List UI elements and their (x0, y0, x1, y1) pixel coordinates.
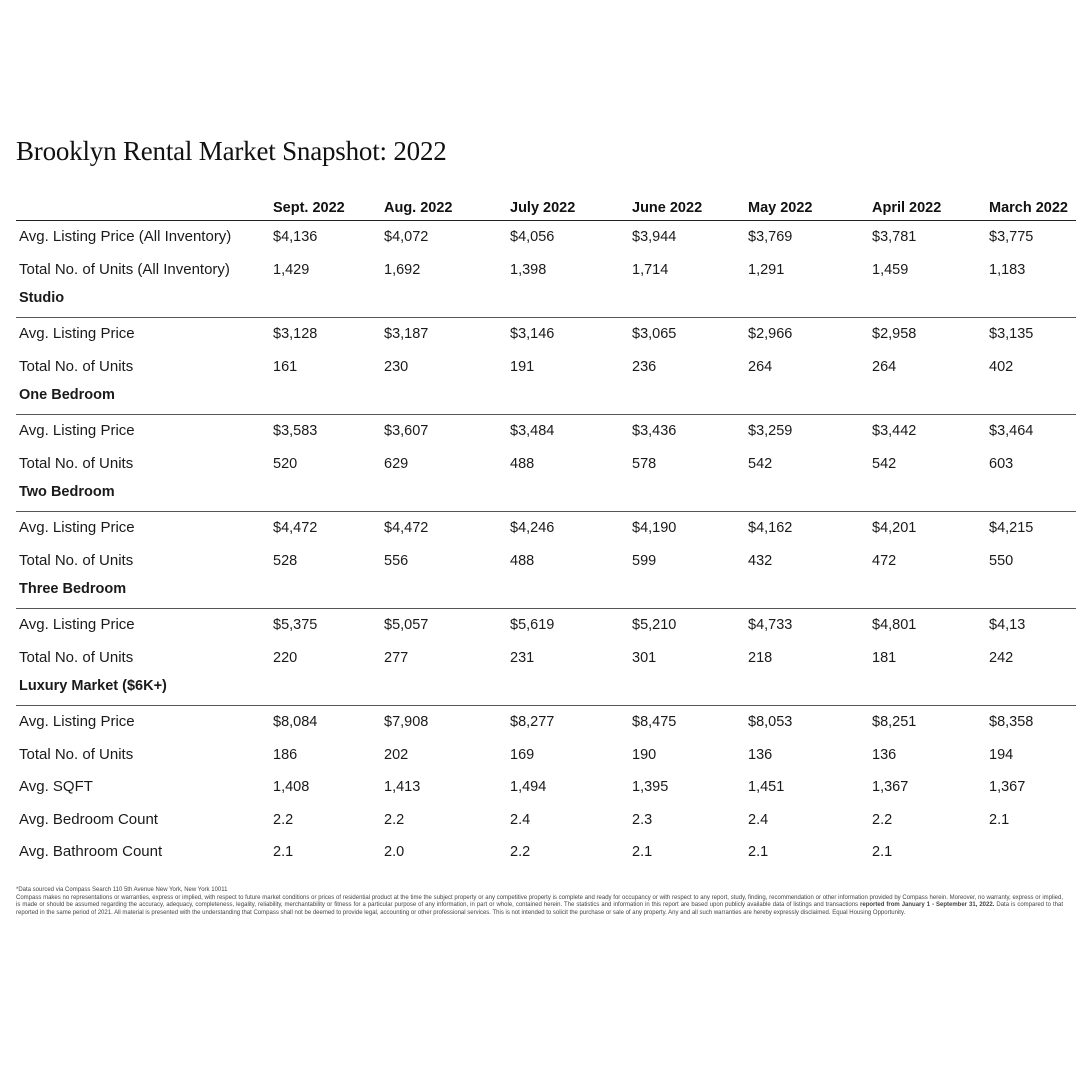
table-cell: 136 (748, 746, 773, 763)
table-cell: $5,210 (632, 617, 677, 633)
row-label: Avg. Listing Price (19, 713, 135, 730)
table-row (16, 836, 1076, 870)
row-label: Avg. Bathroom Count (19, 843, 163, 860)
table-cell: 2.4 (748, 811, 769, 828)
table-cell: $5,057 (384, 617, 429, 633)
table-cell: 542 (872, 455, 897, 472)
table-cell: 1,183 (989, 261, 1026, 278)
column-header: Sept. 2022 (273, 200, 345, 216)
table-cell: $4,246 (510, 520, 555, 536)
table-cell: 472 (872, 552, 897, 569)
row-label: Total No. of Units (All Inventory) (19, 260, 230, 278)
table-cell: $3,781 (872, 229, 917, 245)
table-cell: 264 (748, 358, 773, 375)
table-row (16, 351, 1076, 384)
table-cell: 402 (989, 358, 1014, 375)
section-heading-luxury (16, 674, 1076, 706)
section-heading-three-bedroom (16, 577, 1076, 609)
row-label: Avg. Listing Price (19, 422, 135, 439)
section-heading-one-bedroom (16, 383, 1076, 415)
column-header: June 2022 (632, 200, 703, 216)
table-cell: $3,464 (989, 423, 1034, 439)
table-cell: $4,472 (384, 520, 429, 536)
table-cell: 2.0 (384, 844, 405, 860)
table-cell: 432 (748, 552, 773, 569)
table-cell: $3,436 (632, 423, 677, 439)
table-cell: 220 (273, 649, 298, 666)
table-row (16, 609, 1076, 642)
disclaimer-text: Compass makes no representations or warranties, express or implied, with respect to future market conditions or prices of residential product at the time the subject property or any competitive property is complete and ready for occupancy or with respect to any report, study, finding, recommendation or other information provided by Compass herein. Moreover, no warranty, express or implied, is made or should be assumed regarding the accuracy, adequacy, completeness, legality, reliability, merchantability or fitness for a particular purpose of any information, in part or whole, contained herein. The statistics and information in this report are based upon publicly available data of listings and transactions (16, 894, 1063, 909)
table-cell: $5,375 (273, 617, 318, 633)
table-cell: $8,358 (989, 714, 1034, 730)
table-row (16, 415, 1076, 448)
table-cell: 2.2 (872, 811, 893, 828)
table-cell: $7,908 (384, 714, 429, 730)
table-cell: 2.4 (510, 811, 531, 828)
table-cell: 136 (872, 746, 897, 763)
table-cell: $4,072 (384, 229, 429, 245)
data-source-note: *Data sourced via Compass Search 110 5th Avenue New York, New York 10011 (16, 887, 228, 893)
table-cell: $4,201 (872, 520, 917, 536)
table-cell: 2.1 (748, 844, 769, 860)
table-cell: 1,408 (273, 779, 310, 795)
rental-table (16, 196, 1076, 870)
table-row (16, 448, 1076, 481)
table-cell: 1,395 (632, 779, 669, 795)
table-cell: 1,291 (748, 261, 785, 278)
page-title: Brooklyn Rental Market Snapshot: 2022 (16, 136, 447, 166)
column-header: May 2022 (748, 200, 813, 216)
table-cell: 1,714 (632, 261, 669, 278)
disclaimer-text: Data is compared to that reported in the same period of 2021. All material is presented with the understanding that Compass shall not be deemed to provide legal, accounting or other professional services. This is not intended to solicit the purchase or sale of any property. Any and all such warranties are hereby expressly disclaimed. Equal Housing Opportunity. (16, 902, 1064, 916)
table-row (16, 771, 1076, 804)
table-cell: 2.2 (384, 811, 405, 828)
table-cell: $4,162 (748, 520, 793, 536)
row-label: Total No. of Units (19, 745, 134, 763)
column-header: April 2022 (872, 200, 942, 216)
table-cell: 2.1 (989, 811, 1010, 828)
table-cell: 191 (510, 358, 535, 375)
section-label: Studio (19, 290, 65, 306)
table-cell: $3,135 (989, 326, 1034, 342)
table-cell: 1,413 (384, 779, 421, 795)
table-cell: 231 (510, 649, 535, 666)
table-cell: 1,459 (872, 261, 909, 278)
table-row (16, 642, 1076, 675)
table-cell: $8,475 (632, 714, 677, 730)
footer-disclaimer (16, 887, 1063, 917)
table-cell: $2,958 (872, 326, 917, 342)
table-cell: $8,084 (273, 714, 318, 730)
table-cell: $3,259 (748, 423, 793, 439)
table-cell: $3,442 (872, 423, 917, 439)
table-cell: 202 (384, 746, 409, 763)
table-cell: 242 (989, 649, 1014, 666)
table-row (16, 254, 1076, 287)
table-cell: 488 (510, 552, 535, 569)
table-cell: 190 (632, 746, 657, 763)
table-cell: $4,215 (989, 520, 1034, 536)
table-cell: 550 (989, 552, 1014, 569)
table-cell: 1,451 (748, 779, 785, 795)
table-cell: 488 (510, 455, 535, 472)
table-cell: 161 (273, 358, 298, 375)
table-cell: $3,146 (510, 326, 555, 342)
table-header-row (16, 196, 1076, 221)
table-row (16, 706, 1076, 739)
row-label: Total No. of Units (19, 454, 134, 472)
table-cell: 230 (384, 358, 409, 375)
row-label: Avg. SQFT (19, 778, 93, 795)
row-label: Total No. of Units (19, 357, 134, 375)
row-label: Avg. Listing Price (19, 325, 135, 342)
table-cell: $2,966 (748, 326, 793, 342)
column-header: March 2022 (989, 200, 1068, 216)
table-cell: 181 (872, 649, 897, 666)
table-cell: 1,692 (384, 261, 421, 278)
row-label: Avg. Listing Price (All Inventory) (19, 228, 232, 245)
table-cell: $4,733 (748, 617, 793, 633)
row-label: Avg. Listing Price (19, 519, 135, 536)
table-cell: 301 (632, 649, 657, 666)
table-cell: 186 (273, 746, 298, 763)
table-row (16, 512, 1076, 545)
table-cell: $4,190 (632, 520, 677, 536)
column-header: July 2022 (510, 200, 576, 216)
table-cell: $4,136 (273, 229, 318, 245)
table-cell: $3,484 (510, 423, 555, 439)
table-cell: $8,277 (510, 714, 555, 730)
row-label: Total No. of Units (19, 648, 134, 666)
table-row (16, 804, 1076, 837)
row-label: Avg. Listing Price (19, 616, 135, 633)
table-cell: 2.1 (273, 844, 294, 860)
table-cell: 264 (872, 358, 897, 375)
table-cell: 218 (748, 649, 773, 666)
table-cell: $3,607 (384, 423, 429, 439)
table-cell: 528 (273, 552, 298, 569)
table-cell: 629 (384, 455, 409, 472)
table-cell: 1,367 (989, 779, 1026, 795)
table-cell: $3,944 (632, 229, 677, 245)
table-cell: 2.1 (872, 844, 893, 860)
table-cell: 578 (632, 455, 657, 472)
table-cell: 1,398 (510, 261, 547, 278)
section-label: Three Bedroom (19, 581, 127, 597)
table-cell: 520 (273, 455, 298, 472)
section-heading-two-bedroom (16, 480, 1076, 512)
table-cell: 1,429 (273, 261, 310, 278)
table-cell: $8,053 (748, 714, 793, 730)
table-cell: $3,775 (989, 229, 1034, 245)
table-cell: $8,251 (872, 714, 917, 730)
table-cell: 556 (384, 552, 409, 569)
table-cell: 603 (989, 455, 1014, 472)
table-cell: 2.2 (273, 811, 294, 828)
table-cell: $3,065 (632, 326, 677, 342)
table-cell: $3,583 (273, 423, 318, 439)
section-label: Two Bedroom (19, 484, 115, 500)
table-cell: 2.3 (632, 811, 653, 828)
table-cell: $3,769 (748, 229, 793, 245)
section-label: One Bedroom (19, 387, 115, 403)
table-cell: 1,367 (872, 779, 909, 795)
table-cell: 277 (384, 649, 409, 666)
table-cell: 236 (632, 358, 657, 375)
table-cell: $4,801 (872, 617, 917, 633)
table-row (16, 545, 1076, 578)
table-cell: 599 (632, 552, 657, 569)
table-cell: 2.1 (632, 844, 653, 860)
column-header: Aug. 2022 (384, 200, 453, 216)
table-row (16, 221, 1076, 254)
section-heading-studio (16, 286, 1076, 318)
table-cell: 1,494 (510, 779, 547, 795)
table-cell: 542 (748, 455, 773, 472)
disclaimer-date-range: reported from January 1 - September 31, 2022. (860, 902, 995, 909)
table-cell: $4,056 (510, 229, 555, 245)
table-cell: 2.2 (510, 844, 531, 860)
table-cell: $4,13 (989, 617, 1026, 633)
row-label: Avg. Bedroom Count (19, 810, 158, 828)
table-cell: $5,619 (510, 617, 555, 633)
table-row (16, 739, 1076, 772)
row-label: Total No. of Units (19, 551, 134, 569)
table-cell: $3,128 (273, 326, 318, 342)
table-cell: $4,472 (273, 520, 318, 536)
table-row (16, 318, 1076, 351)
section-label: Luxury Market ($6K+) (19, 678, 167, 694)
table-cell: 169 (510, 746, 535, 763)
table-cell: $3,187 (384, 326, 429, 342)
table-cell: 194 (989, 746, 1014, 763)
